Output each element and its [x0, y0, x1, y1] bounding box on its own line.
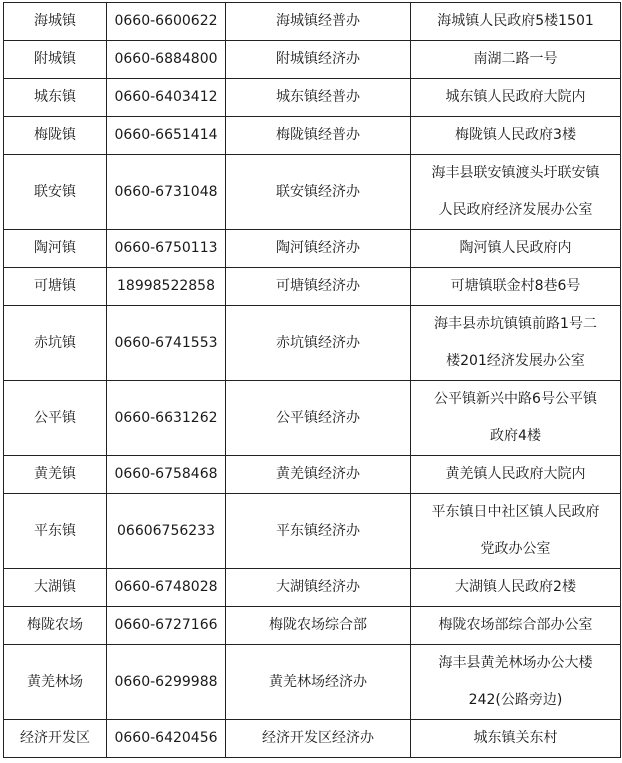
table-row	[4, 720, 621, 758]
office-cell: 大湖镇经济办	[226, 569, 411, 607]
town-cell: 陶河镇	[4, 230, 107, 268]
address-line: 人民政府经济发展办公室	[438, 202, 593, 218]
address-line: 城东镇关东村	[473, 730, 558, 746]
phone-cell: 0660-6403412	[107, 79, 226, 117]
address-cell	[411, 607, 621, 645]
phone-cell: 06606756233	[107, 494, 226, 569]
address-line: 海丰县黄羌林场办公大楼	[438, 655, 593, 671]
table-row	[4, 230, 621, 268]
table-row	[4, 79, 621, 117]
address-cell	[411, 41, 621, 79]
address-cell	[411, 268, 621, 306]
address-line: 可塘镇联金村8巷6号	[450, 278, 581, 294]
table-row	[4, 117, 621, 155]
address-line: 城东镇人民政府大院内	[445, 89, 586, 105]
office-cell: 公平镇经济办	[226, 381, 411, 456]
address-line: 海城镇人民政府5楼1501	[437, 13, 594, 29]
office-cell: 黄羌镇经济办	[226, 456, 411, 494]
phone-cell: 0660-6750113	[107, 230, 226, 268]
table-row	[4, 41, 621, 79]
address-cell	[411, 569, 621, 607]
address-line: 海丰县赤坑镇镇前路1号二	[434, 316, 597, 332]
address-line: 南湖二路一号	[473, 51, 558, 67]
address-cell	[411, 306, 621, 381]
phone-cell: 0660-6631262	[107, 381, 226, 456]
office-cell: 城东镇经普办	[226, 79, 411, 117]
office-cell: 赤坑镇经济办	[226, 306, 411, 381]
phone-cell: 0660-6651414	[107, 117, 226, 155]
address-line: 梅陇镇人民政府3楼	[455, 127, 576, 143]
table-row	[4, 268, 621, 306]
address-line: 大湖镇人民政府2楼	[455, 579, 576, 595]
town-cell: 梅陇农场	[4, 607, 107, 645]
town-cell: 赤坑镇	[4, 306, 107, 381]
office-cell: 梅陇农场综合部	[226, 607, 411, 645]
table-row	[4, 381, 621, 456]
address-line: 梅陇农场部综合部办公室	[438, 617, 593, 633]
town-cell: 城东镇	[4, 79, 107, 117]
table-row	[4, 645, 621, 720]
table-row	[4, 607, 621, 645]
phone-cell: 0660-6727166	[107, 607, 226, 645]
table-row	[4, 456, 621, 494]
town-cell: 经济开发区	[4, 720, 107, 758]
address-line: 平东镇日中社区镇人民政府	[431, 504, 600, 520]
phone-cell: 0660-6731048	[107, 155, 226, 230]
table-row	[4, 306, 621, 381]
address-cell	[411, 381, 621, 456]
phone-cell: 0660-6600622	[107, 3, 226, 41]
table-body	[4, 3, 621, 758]
address-cell	[411, 494, 621, 569]
office-cell: 梅陇镇经普办	[226, 117, 411, 155]
address-line: 政府4楼	[490, 428, 541, 444]
town-cell: 海城镇	[4, 3, 107, 41]
office-cell: 附城镇经济办	[226, 41, 411, 79]
address-line: 242(公路旁边)	[468, 692, 563, 708]
address-line: 黄羌镇人民政府大院内	[445, 466, 586, 482]
phone-cell: 18998522858	[107, 268, 226, 306]
address-cell	[411, 645, 621, 720]
address-cell	[411, 3, 621, 41]
address-cell	[411, 155, 621, 230]
office-cell: 黄羌林场经济办	[226, 645, 411, 720]
address-line: 公平镇新兴中路6号公平镇	[434, 391, 597, 407]
address-line: 党政办公室	[480, 541, 551, 557]
town-cell: 黄羌林场	[4, 645, 107, 720]
phone-cell: 0660-6884800	[107, 41, 226, 79]
office-cell: 可塘镇经济办	[226, 268, 411, 306]
office-cell: 陶河镇经济办	[226, 230, 411, 268]
phone-cell: 0660-6748028	[107, 569, 226, 607]
town-cell: 公平镇	[4, 381, 107, 456]
town-cell: 梅陇镇	[4, 117, 107, 155]
address-line: 楼201经济发展办公室	[446, 353, 585, 369]
phone-cell: 0660-6741553	[107, 306, 226, 381]
address-line: 海丰县联安镇渡头圩联安镇	[431, 165, 600, 181]
town-cell: 平东镇	[4, 494, 107, 569]
address-cell	[411, 79, 621, 117]
town-cell: 黄羌镇	[4, 456, 107, 494]
address-cell	[411, 230, 621, 268]
phone-cell: 0660-6299988	[107, 645, 226, 720]
office-cell: 海城镇经普办	[226, 3, 411, 41]
town-cell: 大湖镇	[4, 569, 107, 607]
address-cell	[411, 720, 621, 758]
office-cell: 联安镇经济办	[226, 155, 411, 230]
phone-cell: 0660-6420456	[107, 720, 226, 758]
table-row	[4, 569, 621, 607]
address-line: 陶河镇人民政府内	[459, 240, 572, 256]
office-cell: 经济开发区经济办	[226, 720, 411, 758]
town-cell: 可塘镇	[4, 268, 107, 306]
address-cell	[411, 456, 621, 494]
table-row	[4, 494, 621, 569]
contact-table	[3, 2, 621, 758]
phone-cell: 0660-6758468	[107, 456, 226, 494]
town-cell: 附城镇	[4, 41, 107, 79]
table-row	[4, 155, 621, 230]
office-cell: 平东镇经济办	[226, 494, 411, 569]
address-cell	[411, 117, 621, 155]
table-row	[4, 3, 621, 41]
town-cell: 联安镇	[4, 155, 107, 230]
